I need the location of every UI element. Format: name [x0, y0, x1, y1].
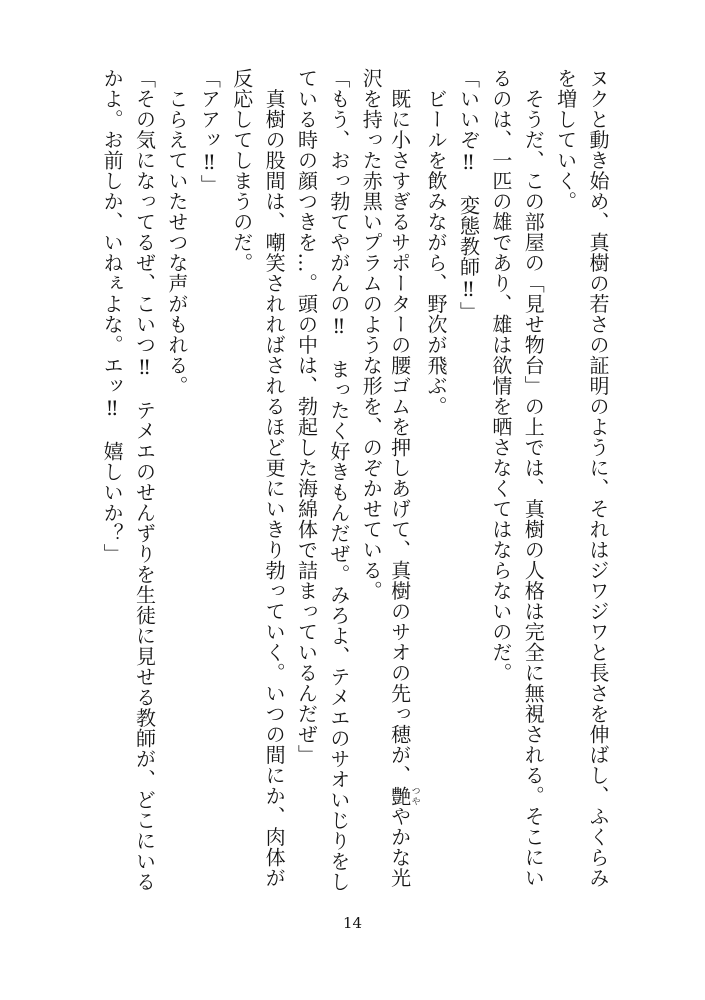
text-line: 真樹の股間は、嘲笑されればされるほど更にいきり勃っていく。いつの間にか、肉体が [262, 68, 287, 888]
page-body-text [96, 68, 614, 898]
text-line: 「アアッ‼」 [197, 68, 222, 195]
text-line: そうだ、この部屋の「見せ物台」の上では、真樹の人格は完全に無視される。そこにい [521, 68, 546, 888]
text-line: 反応してしまうのだ。 [229, 68, 254, 273]
text-line-with-ruby [387, 68, 419, 898]
text-segment: 既に小さすぎるサポーターの腰ゴムを押しあげて、真樹のサオの先っ穂が、 [387, 68, 412, 786]
text-line: を増していく。 [553, 68, 578, 212]
text-line: 「その気になってるぜ、こいつ‼ テメエのせんずりを生徒に見せる教師が、どこにいる [132, 68, 157, 892]
page-number: 14 [342, 914, 363, 932]
ruby-base: 艶 [387, 785, 412, 806]
text-line: ヌクと動き始め、真樹の若さの証明のように、それはジワジワと長さを伸ばし、ふくらみ [586, 68, 610, 888]
text-line: こらえていたせつな声がもれる。 [164, 68, 189, 396]
text-line: 「もう、おっ勃てやがんの‼ まったく好きもんだぜ。みろよ、テメエのサオいじりをし [326, 68, 351, 892]
text-line: ビールを飲みながら、野次が飛ぶ。 [424, 68, 449, 417]
text-line: 沢を持った赤黒いプラムのような形を、のぞかせている。 [359, 68, 384, 601]
text-segment: やかな光 [387, 806, 412, 888]
ruby-annotation: つや [409, 785, 420, 806]
text-line: るのは、一匹の雄であり、雄は欲情を晒さなくてはならないのだ。 [488, 68, 513, 683]
ruby-word [387, 785, 420, 807]
text-line: ている時の顔つきを…。頭の中は、勃起した海綿体で詰まっているんだぜ」 [294, 68, 319, 765]
text-line: かよ。お前しか、いねぇよな。エッ‼ 嬉しいか？」 [100, 68, 125, 564]
text-line: 「いいぞ‼ 変態教師‼」 [456, 68, 481, 322]
